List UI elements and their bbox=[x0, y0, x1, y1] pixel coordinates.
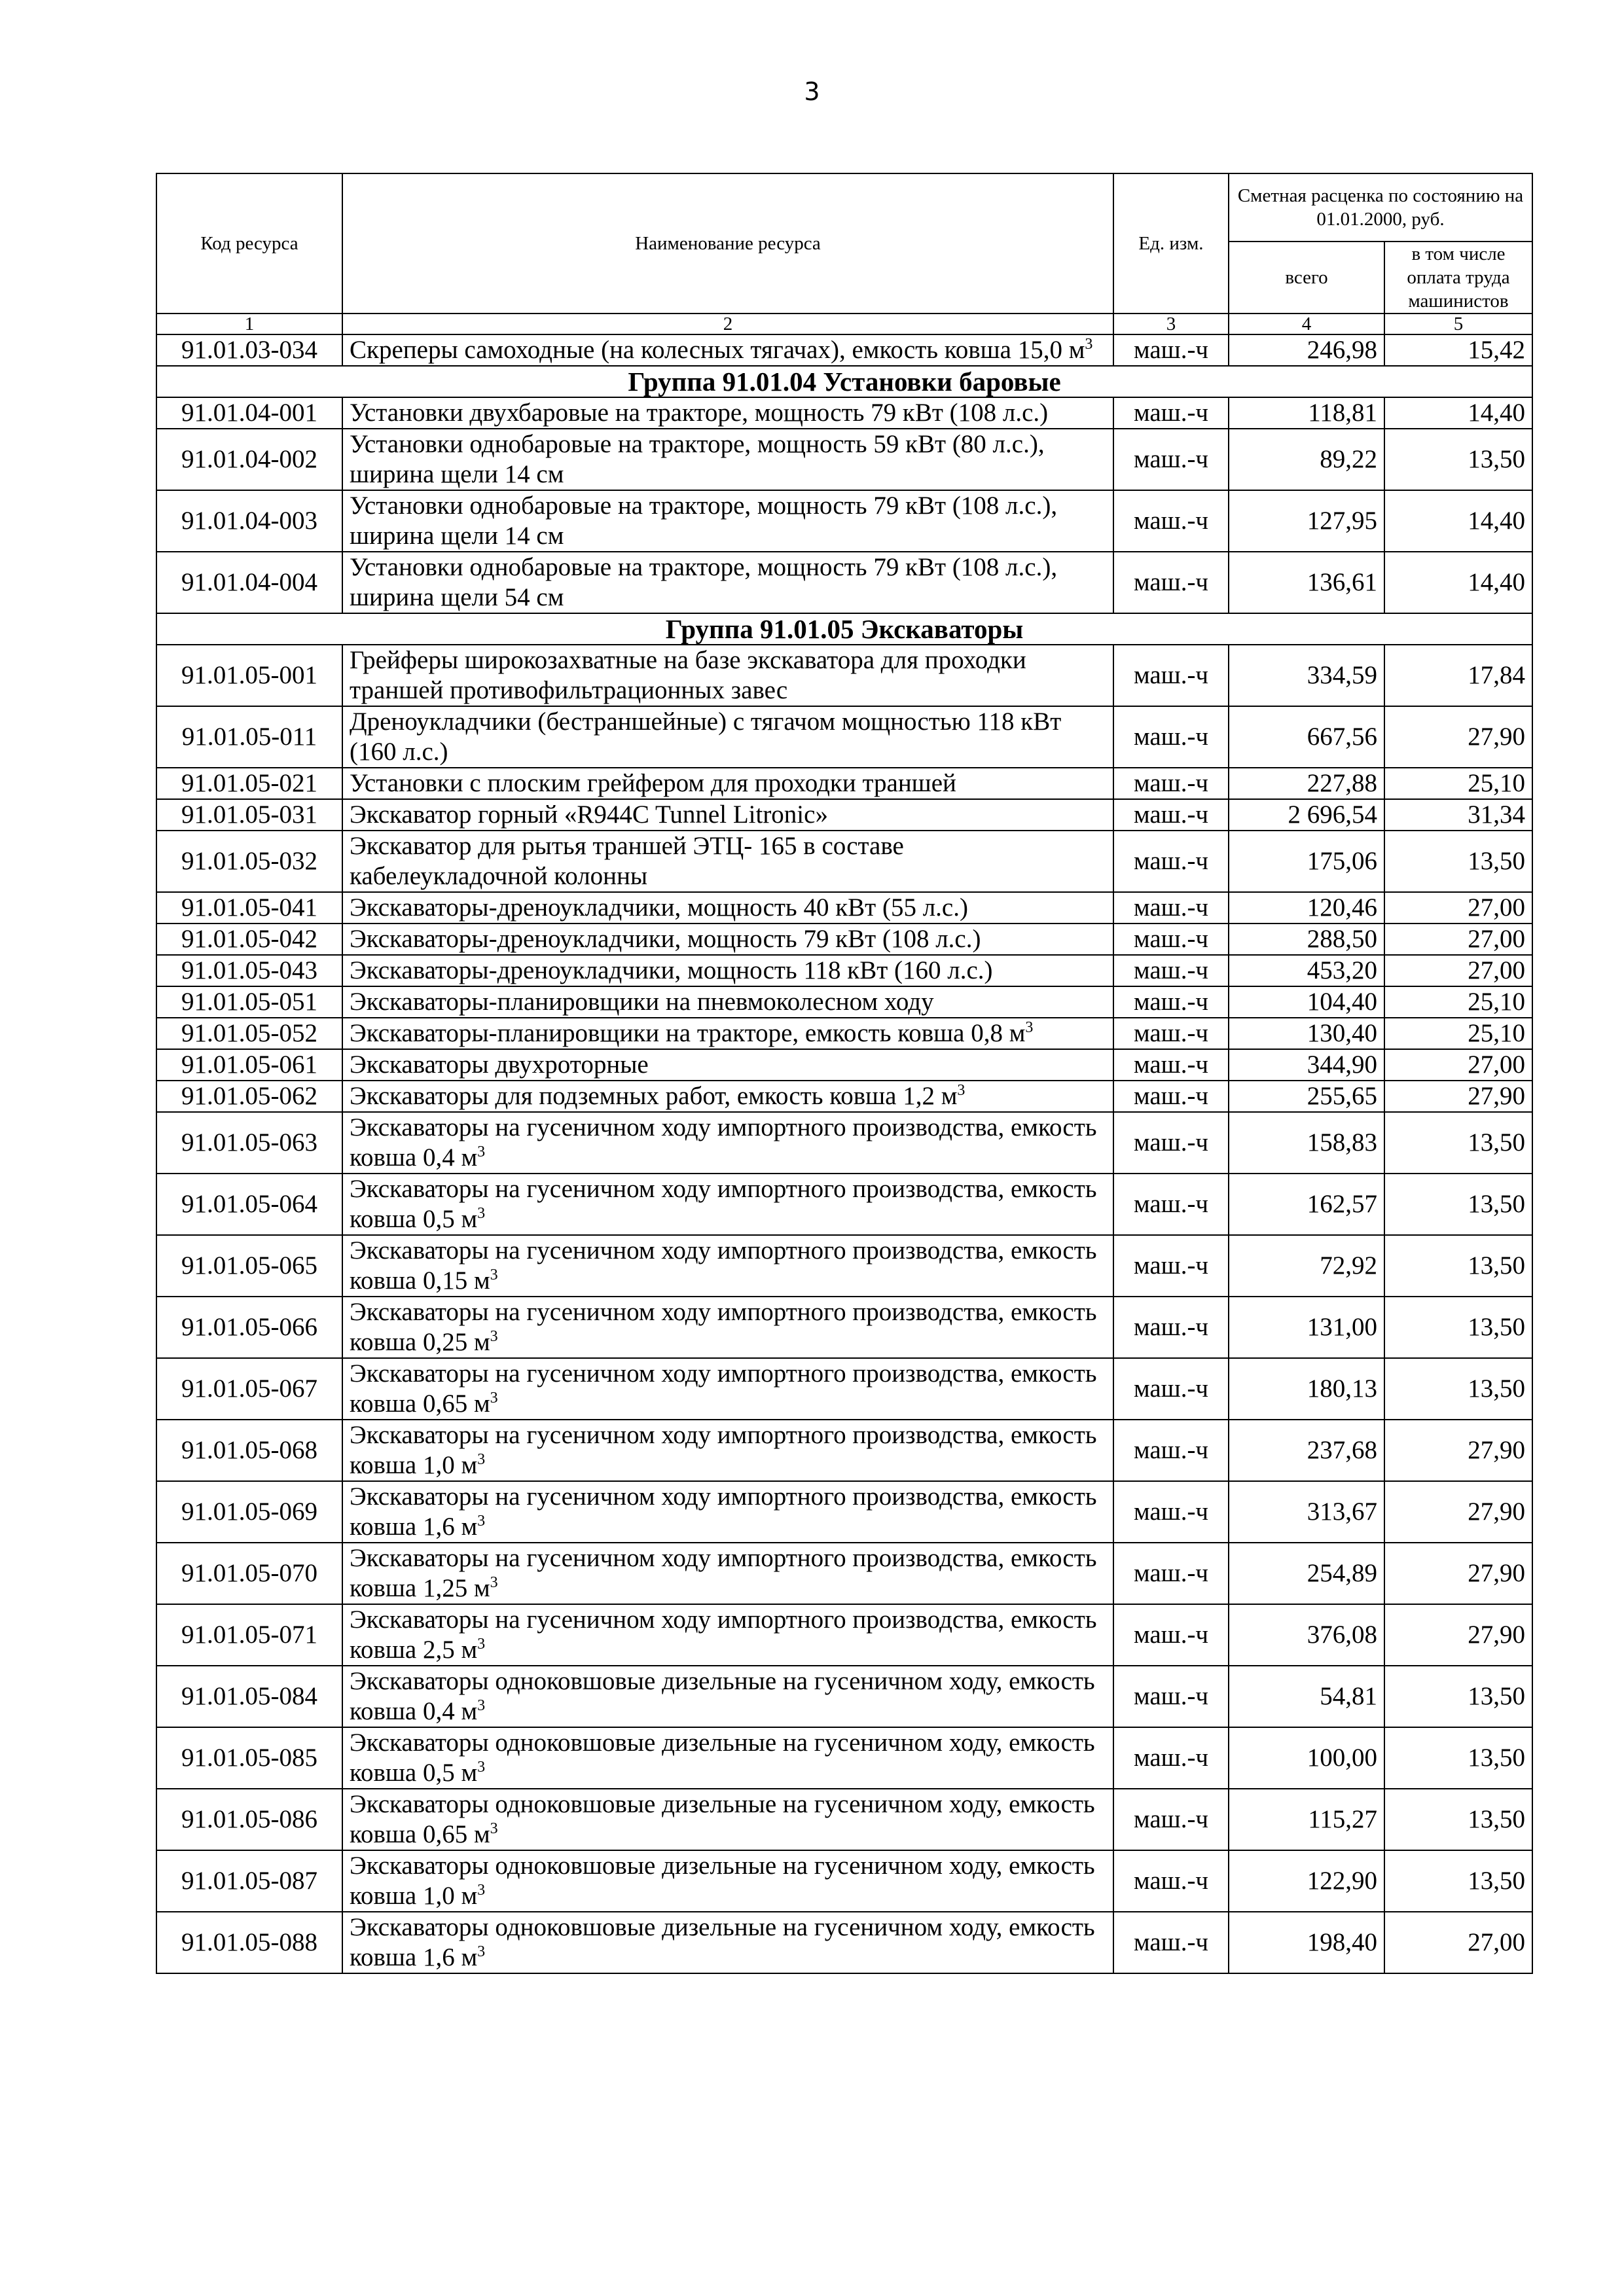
resource-price-table bbox=[156, 173, 1533, 1974]
resource-name bbox=[342, 799, 1113, 831]
table-row bbox=[156, 892, 1532, 924]
price-labor: 14,40 bbox=[1384, 552, 1532, 613]
table-row bbox=[156, 1604, 1532, 1666]
unit-exponent: 3 bbox=[477, 1636, 486, 1653]
table-row bbox=[156, 645, 1532, 706]
resource-name bbox=[342, 490, 1113, 552]
unit-exponent: 3 bbox=[490, 1390, 498, 1407]
table-row bbox=[156, 768, 1532, 799]
price-labor: 27,00 bbox=[1384, 955, 1532, 986]
price-total: 246,98 bbox=[1229, 334, 1384, 366]
price-total: 104,40 bbox=[1229, 986, 1384, 1018]
resource-code: 91.01.05-061 bbox=[156, 1049, 342, 1081]
unit-of-measure: маш.-ч bbox=[1113, 645, 1229, 706]
price-labor: 13,50 bbox=[1384, 1297, 1532, 1358]
price-total: 158,83 bbox=[1229, 1112, 1384, 1174]
page-number: 3 bbox=[804, 77, 820, 106]
price-labor: 14,40 bbox=[1384, 490, 1532, 552]
resource-code: 91.01.05-070 bbox=[156, 1543, 342, 1604]
price-total: 227,88 bbox=[1229, 768, 1384, 799]
table-row bbox=[156, 799, 1532, 831]
unit-of-measure: маш.-ч bbox=[1113, 334, 1229, 366]
price-labor: 27,00 bbox=[1384, 924, 1532, 955]
table-row bbox=[156, 1358, 1532, 1420]
price-total: 89,22 bbox=[1229, 429, 1384, 490]
table-row bbox=[156, 490, 1532, 552]
unit-of-measure: маш.-ч bbox=[1113, 429, 1229, 490]
resource-name-text: Экскаваторы-дреноукладчики, мощность 79 кВт (108 л.с.) bbox=[350, 925, 981, 953]
resource-name bbox=[342, 1112, 1113, 1174]
column-number: 4 bbox=[1229, 314, 1384, 334]
unit-exponent: 3 bbox=[477, 1205, 486, 1222]
resource-name bbox=[342, 1604, 1113, 1666]
resource-name bbox=[342, 1912, 1113, 1973]
resource-name bbox=[342, 1727, 1113, 1789]
price-labor: 31,34 bbox=[1384, 799, 1532, 831]
price-total: 180,13 bbox=[1229, 1358, 1384, 1420]
resource-code: 91.01.05-071 bbox=[156, 1604, 342, 1666]
resource-code: 91.01.05-052 bbox=[156, 1018, 342, 1049]
price-total: 237,68 bbox=[1229, 1420, 1384, 1481]
unit-of-measure: маш.-ч bbox=[1113, 799, 1229, 831]
resource-code: 91.01.05-069 bbox=[156, 1481, 342, 1543]
header-code: Код ресурса bbox=[156, 173, 342, 314]
unit-of-measure: маш.-ч bbox=[1113, 490, 1229, 552]
resource-code: 91.01.04-001 bbox=[156, 397, 342, 429]
unit-of-measure: маш.-ч bbox=[1113, 397, 1229, 429]
unit-of-measure: маш.-ч bbox=[1113, 1789, 1229, 1850]
unit-of-measure: маш.-ч bbox=[1113, 1666, 1229, 1727]
resource-name bbox=[342, 645, 1113, 706]
price-total: 100,00 bbox=[1229, 1727, 1384, 1789]
price-labor: 13,50 bbox=[1384, 1112, 1532, 1174]
resource-name-text: Экскаваторы-планировщики на пневмоколесном ходу bbox=[350, 988, 934, 1016]
price-labor: 27,90 bbox=[1384, 706, 1532, 768]
resource-code: 91.01.05-085 bbox=[156, 1727, 342, 1789]
resource-name-text: Экскаваторы на гусеничном ходу импортного производства, емкость ковша 0,25 м bbox=[350, 1298, 1097, 1356]
resource-code: 91.01.05-011 bbox=[156, 706, 342, 768]
resource-code: 91.01.05-088 bbox=[156, 1912, 342, 1973]
column-number: 1 bbox=[156, 314, 342, 334]
resource-code: 91.01.05-086 bbox=[156, 1789, 342, 1850]
resource-code: 91.01.04-002 bbox=[156, 429, 342, 490]
price-labor: 13,50 bbox=[1384, 1358, 1532, 1420]
resource-name bbox=[342, 892, 1113, 924]
price-total: 175,06 bbox=[1229, 831, 1384, 892]
resource-name-text: Экскаваторы на гусеничном ходу импортного производства, емкость ковша 1,25 м bbox=[350, 1544, 1097, 1602]
table-row bbox=[156, 1081, 1532, 1112]
price-labor: 13,50 bbox=[1384, 1235, 1532, 1297]
price-total: 162,57 bbox=[1229, 1174, 1384, 1235]
resource-code: 91.01.05-087 bbox=[156, 1850, 342, 1912]
resource-code: 91.01.05-001 bbox=[156, 645, 342, 706]
price-total: 376,08 bbox=[1229, 1604, 1384, 1666]
resource-name bbox=[342, 397, 1113, 429]
table-row bbox=[156, 429, 1532, 490]
resource-code: 91.01.05-067 bbox=[156, 1358, 342, 1420]
resource-name bbox=[342, 1358, 1113, 1420]
table-row bbox=[156, 397, 1532, 429]
price-labor: 25,10 bbox=[1384, 768, 1532, 799]
resource-name-text: Экскаваторы-планировщики на тракторе, емкость ковша 0,8 м bbox=[350, 1019, 1026, 1047]
unit-of-measure: маш.-ч bbox=[1113, 1049, 1229, 1081]
table-row bbox=[156, 1789, 1532, 1850]
price-labor: 25,10 bbox=[1384, 1018, 1532, 1049]
resource-name-text: Экскаваторы на гусеничном ходу импортного производства, емкость ковша 1,0 м bbox=[350, 1421, 1097, 1479]
group-title: Группа 91.01.05 Экскаваторы bbox=[156, 613, 1532, 645]
unit-of-measure: маш.-ч bbox=[1113, 1297, 1229, 1358]
resource-name-text: Экскаватор для рытья траншей ЭТЦ- 165 в составе кабелеукладочной колонны bbox=[350, 832, 904, 890]
table-body bbox=[156, 334, 1532, 1973]
unit-of-measure: маш.-ч bbox=[1113, 706, 1229, 768]
table-row bbox=[156, 1850, 1532, 1912]
resource-name bbox=[342, 955, 1113, 986]
price-labor: 13,50 bbox=[1384, 1174, 1532, 1235]
resource-name bbox=[342, 1850, 1113, 1912]
price-labor: 13,50 bbox=[1384, 1789, 1532, 1850]
resource-name bbox=[342, 552, 1113, 613]
resource-name bbox=[342, 1481, 1113, 1543]
resource-name bbox=[342, 1666, 1113, 1727]
price-labor: 13,50 bbox=[1384, 1727, 1532, 1789]
table-row bbox=[156, 1543, 1532, 1604]
resource-name-text: Установки с плоским грейфером для проходки траншей bbox=[350, 769, 956, 797]
resource-code: 91.01.04-004 bbox=[156, 552, 342, 613]
unit-exponent: 3 bbox=[490, 1266, 498, 1283]
resource-name bbox=[342, 1081, 1113, 1112]
resource-name-text: Дреноукладчики (бестраншейные) с тягачом мощностью 118 кВт (160 л.с.) bbox=[350, 708, 1062, 766]
resource-code: 91.01.05-021 bbox=[156, 768, 342, 799]
resource-name-text: Скреперы самоходные (на колесных тягачах), емкость ковша 15,0 м bbox=[350, 336, 1085, 364]
unit-of-measure: маш.-ч bbox=[1113, 924, 1229, 955]
table-row bbox=[156, 1174, 1532, 1235]
price-total: 667,56 bbox=[1229, 706, 1384, 768]
table-row bbox=[156, 706, 1532, 768]
resource-name-text: Установки однобаровые на тракторе, мощность 79 кВт (108 л.с.), ширина щели 14 см bbox=[350, 492, 1058, 550]
resource-name-text: Экскаваторы-дреноукладчики, мощность 40 кВт (55 л.с.) bbox=[350, 893, 968, 922]
column-number: 5 bbox=[1384, 314, 1532, 334]
price-labor: 17,84 bbox=[1384, 645, 1532, 706]
unit-exponent: 3 bbox=[477, 1759, 486, 1776]
header-name: Наименование ресурса bbox=[342, 173, 1113, 314]
price-total: 2 696,54 bbox=[1229, 799, 1384, 831]
price-total: 131,00 bbox=[1229, 1297, 1384, 1358]
resource-name bbox=[342, 1297, 1113, 1358]
resource-name-text: Экскаваторы одноковшовые дизельные на гусеничном ходу, емкость ковша 0,4 м bbox=[350, 1667, 1095, 1725]
resource-name bbox=[342, 831, 1113, 892]
resource-name-text: Грейферы широкозахватные на базе экскаватора для проходки траншей противофильтрационных завес bbox=[350, 646, 1026, 704]
resource-name-text: Экскаваторы для подземных работ, емкость ковша 1,2 м bbox=[350, 1082, 958, 1110]
resource-name-text: Экскаваторы одноковшовые дизельные на гусеничном ходу, емкость ковша 1,6 м bbox=[350, 1913, 1095, 1971]
unit-exponent: 3 bbox=[490, 1820, 498, 1837]
header-price: Сметная расценка по состоянию на 01.01.2000, руб. bbox=[1229, 173, 1532, 242]
resource-name-text: Экскаваторы на гусеничном ходу импортного производства, емкость ковша 0,65 м bbox=[350, 1359, 1097, 1418]
resource-name bbox=[342, 1174, 1113, 1235]
resource-name-text: Экскаватор горный «R944C Tunnel Litronic» bbox=[350, 800, 828, 829]
resource-name-text: Экскаваторы на гусеничном ходу импортного производства, емкость ковша 2,5 м bbox=[350, 1605, 1097, 1664]
resource-code: 91.01.05-064 bbox=[156, 1174, 342, 1235]
price-labor: 27,90 bbox=[1384, 1420, 1532, 1481]
price-labor: 14,40 bbox=[1384, 397, 1532, 429]
unit-exponent: 3 bbox=[490, 1574, 498, 1591]
price-labor: 27,00 bbox=[1384, 892, 1532, 924]
price-total: 127,95 bbox=[1229, 490, 1384, 552]
group-title: Группа 91.01.04 Установки баровые bbox=[156, 366, 1532, 397]
unit-of-measure: маш.-ч bbox=[1113, 831, 1229, 892]
column-number: 3 bbox=[1113, 314, 1229, 334]
unit-exponent: 3 bbox=[1085, 336, 1093, 353]
resource-code: 91.01.05-041 bbox=[156, 892, 342, 924]
unit-of-measure: маш.-ч bbox=[1113, 1358, 1229, 1420]
price-labor: 27,90 bbox=[1384, 1543, 1532, 1604]
price-labor: 27,90 bbox=[1384, 1081, 1532, 1112]
unit-of-measure: маш.-ч bbox=[1113, 1420, 1229, 1481]
unit-exponent: 3 bbox=[477, 1697, 486, 1714]
resource-code: 91.01.05-066 bbox=[156, 1297, 342, 1358]
table-row bbox=[156, 1481, 1532, 1543]
table-header-row bbox=[156, 173, 1532, 242]
table-row bbox=[156, 1420, 1532, 1481]
resource-name-text: Экскаваторы на гусеничном ходу импортного производства, емкость ковша 1,6 м bbox=[350, 1482, 1097, 1541]
price-total: 255,65 bbox=[1229, 1081, 1384, 1112]
header-labor: в том числе оплата труда машинистов bbox=[1384, 242, 1532, 314]
price-total: 118,81 bbox=[1229, 397, 1384, 429]
price-labor: 15,42 bbox=[1384, 334, 1532, 366]
resource-name bbox=[342, 1235, 1113, 1297]
table-row bbox=[156, 1049, 1532, 1081]
resource-name-text: Экскаваторы одноковшовые дизельные на гусеничном ходу, емкость ковша 0,65 м bbox=[350, 1790, 1095, 1848]
group-row bbox=[156, 366, 1532, 397]
resource-name bbox=[342, 706, 1113, 768]
price-total: 115,27 bbox=[1229, 1789, 1384, 1850]
resource-name-text: Экскаваторы одноковшовые дизельные на гусеничном ходу, емкость ковша 1,0 м bbox=[350, 1852, 1095, 1910]
price-total: 72,92 bbox=[1229, 1235, 1384, 1297]
unit-of-measure: маш.-ч bbox=[1113, 1543, 1229, 1604]
resource-code: 91.01.05-065 bbox=[156, 1235, 342, 1297]
header-unit: Ед. изм. bbox=[1113, 173, 1229, 314]
price-labor: 13,50 bbox=[1384, 1850, 1532, 1912]
resource-code: 91.01.05-063 bbox=[156, 1112, 342, 1174]
price-total: 344,90 bbox=[1229, 1049, 1384, 1081]
resource-code: 91.01.05-084 bbox=[156, 1666, 342, 1727]
price-total: 136,61 bbox=[1229, 552, 1384, 613]
unit-of-measure: маш.-ч bbox=[1113, 1727, 1229, 1789]
unit-exponent: 3 bbox=[477, 1143, 486, 1160]
resource-name bbox=[342, 1420, 1113, 1481]
resource-name-text: Экскаваторы одноковшовые дизельные на гусеничном ходу, емкость ковша 0,5 м bbox=[350, 1729, 1095, 1787]
unit-of-measure: маш.-ч bbox=[1113, 1912, 1229, 1973]
unit-of-measure: маш.-ч bbox=[1113, 892, 1229, 924]
resource-code: 91.01.05-043 bbox=[156, 955, 342, 986]
price-labor: 27,00 bbox=[1384, 1049, 1532, 1081]
unit-of-measure: маш.-ч bbox=[1113, 1174, 1229, 1235]
table-row bbox=[156, 552, 1532, 613]
resource-name bbox=[342, 986, 1113, 1018]
table-row bbox=[156, 1018, 1532, 1049]
unit-exponent: 3 bbox=[1025, 1019, 1034, 1036]
table-row bbox=[156, 1112, 1532, 1174]
resource-code: 91.01.04-003 bbox=[156, 490, 342, 552]
price-total: 130,40 bbox=[1229, 1018, 1384, 1049]
unit-of-measure: маш.-ч bbox=[1113, 1604, 1229, 1666]
table-row bbox=[156, 924, 1532, 955]
resource-name-text: Экскаваторы на гусеничном ходу импортного производства, емкость ковша 0,4 м bbox=[350, 1113, 1097, 1172]
resource-code: 91.01.05-032 bbox=[156, 831, 342, 892]
price-labor: 13,50 bbox=[1384, 1666, 1532, 1727]
unit-of-measure: маш.-ч bbox=[1113, 986, 1229, 1018]
unit-exponent: 3 bbox=[957, 1082, 965, 1099]
table-row bbox=[156, 955, 1532, 986]
unit-of-measure: маш.-ч bbox=[1113, 1018, 1229, 1049]
price-labor: 27,00 bbox=[1384, 1912, 1532, 1973]
price-labor: 27,90 bbox=[1384, 1481, 1532, 1543]
table-row bbox=[156, 1235, 1532, 1297]
table-row bbox=[156, 1666, 1532, 1727]
unit-of-measure: маш.-ч bbox=[1113, 768, 1229, 799]
resource-name-text: Установки однобаровые на тракторе, мощность 79 кВт (108 л.с.), ширина щели 54 см bbox=[350, 553, 1058, 611]
unit-of-measure: маш.-ч bbox=[1113, 1081, 1229, 1112]
unit-exponent: 3 bbox=[477, 1943, 486, 1960]
resource-code: 91.01.05-062 bbox=[156, 1081, 342, 1112]
price-total: 334,59 bbox=[1229, 645, 1384, 706]
price-total: 54,81 bbox=[1229, 1666, 1384, 1727]
column-number: 2 bbox=[342, 314, 1113, 334]
table-row bbox=[156, 334, 1532, 366]
unit-of-measure: маш.-ч bbox=[1113, 1235, 1229, 1297]
resource-code: 91.01.05-068 bbox=[156, 1420, 342, 1481]
resource-name bbox=[342, 429, 1113, 490]
price-total: 122,90 bbox=[1229, 1850, 1384, 1912]
resource-name bbox=[342, 924, 1113, 955]
price-labor: 25,10 bbox=[1384, 986, 1532, 1018]
table-row bbox=[156, 1297, 1532, 1358]
resource-name-text: Экскаваторы двухроторные bbox=[350, 1050, 649, 1079]
unit-exponent: 3 bbox=[490, 1328, 498, 1345]
price-total: 198,40 bbox=[1229, 1912, 1384, 1973]
resource-name-text: Экскаваторы на гусеничном ходу импортного производства, емкость ковша 0,15 м bbox=[350, 1236, 1097, 1295]
unit-exponent: 3 bbox=[477, 1513, 486, 1530]
resource-name bbox=[342, 1789, 1113, 1850]
header-total: всего bbox=[1229, 242, 1384, 314]
table-row bbox=[156, 1727, 1532, 1789]
unit-of-measure: маш.-ч bbox=[1113, 955, 1229, 986]
table-row bbox=[156, 1912, 1532, 1973]
unit-of-measure: маш.-ч bbox=[1113, 1850, 1229, 1912]
price-total: 288,50 bbox=[1229, 924, 1384, 955]
column-number-row bbox=[156, 314, 1532, 334]
resource-code: 91.01.05-051 bbox=[156, 986, 342, 1018]
unit-exponent: 3 bbox=[477, 1882, 486, 1899]
resource-name-text: Экскаваторы на гусеничном ходу импортного производства, емкость ковша 0,5 м bbox=[350, 1175, 1097, 1233]
resource-code: 91.01.05-042 bbox=[156, 924, 342, 955]
resource-name bbox=[342, 1018, 1113, 1049]
resource-name bbox=[342, 334, 1113, 366]
price-labor: 13,50 bbox=[1384, 831, 1532, 892]
table-row bbox=[156, 831, 1532, 892]
price-labor: 27,90 bbox=[1384, 1604, 1532, 1666]
resource-code: 91.01.03-034 bbox=[156, 334, 342, 366]
unit-of-measure: маш.-ч bbox=[1113, 552, 1229, 613]
resource-name bbox=[342, 1543, 1113, 1604]
resource-name-text: Установки однобаровые на тракторе, мощность 59 кВт (80 л.с.), ширина щели 14 см bbox=[350, 430, 1045, 488]
resource-name-text: Установки двухбаровые на тракторе, мощность 79 кВт (108 л.с.) bbox=[350, 399, 1049, 427]
price-total: 453,20 bbox=[1229, 955, 1384, 986]
price-total: 254,89 bbox=[1229, 1543, 1384, 1604]
resource-name bbox=[342, 768, 1113, 799]
resource-name bbox=[342, 1049, 1113, 1081]
price-labor: 13,50 bbox=[1384, 429, 1532, 490]
unit-exponent: 3 bbox=[477, 1451, 486, 1468]
group-row bbox=[156, 613, 1532, 645]
unit-of-measure: маш.-ч bbox=[1113, 1112, 1229, 1174]
unit-of-measure: маш.-ч bbox=[1113, 1481, 1229, 1543]
price-total: 120,46 bbox=[1229, 892, 1384, 924]
resource-name-text: Экскаваторы-дреноукладчики, мощность 118 кВт (160 л.с.) bbox=[350, 956, 993, 984]
price-total: 313,67 bbox=[1229, 1481, 1384, 1543]
resource-code: 91.01.05-031 bbox=[156, 799, 342, 831]
table-row bbox=[156, 986, 1532, 1018]
